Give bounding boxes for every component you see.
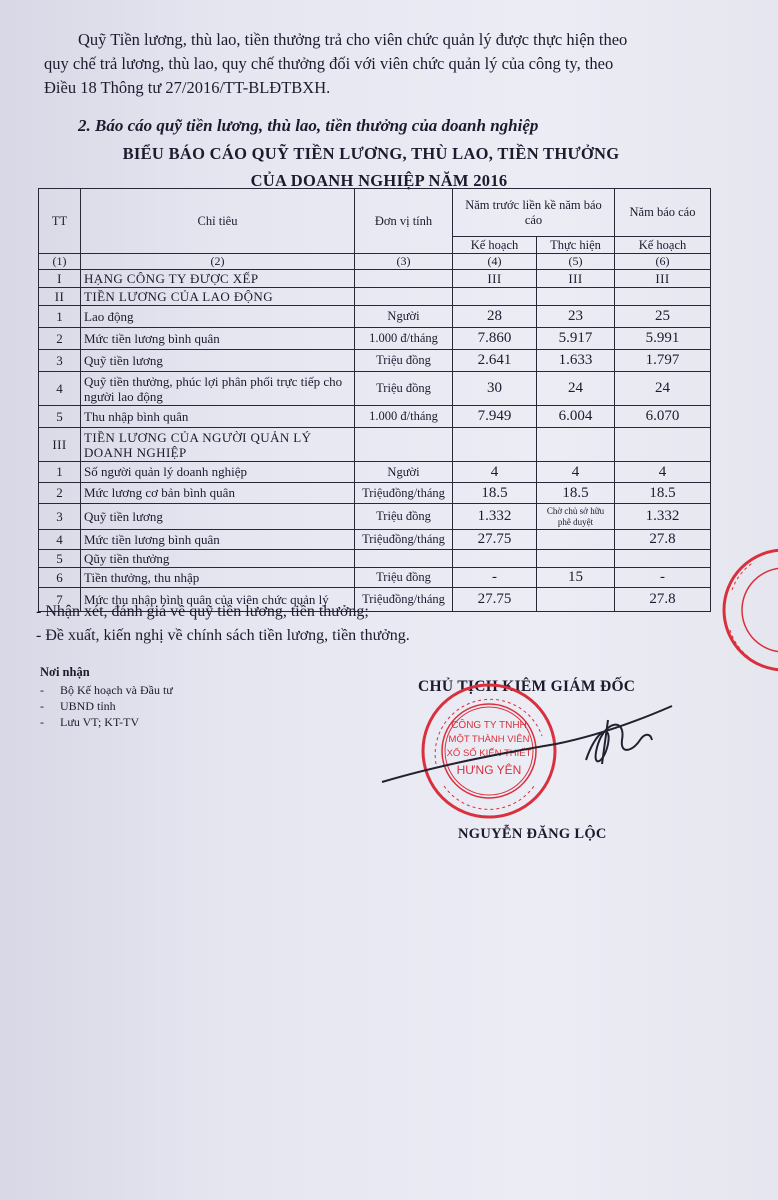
recipient-item: - Lưu VT; KT-TV [40,714,173,730]
table-row [39,270,711,288]
row-unit: Người [355,462,453,483]
row-tt: 1 [39,306,81,328]
row-label: Mức lương cơ bản bình quân [81,483,355,504]
report-table [38,188,711,612]
row-unit [355,550,453,568]
table-row [39,406,711,428]
table-row [39,504,711,530]
row-label: TIỀN LƯƠNG CỦA LAO ĐỘNG [81,288,355,306]
row-v5 [537,550,615,568]
row-v6: 25 [615,306,711,328]
row-v5 [537,588,615,612]
row-unit: 1.000 đ/tháng [355,406,453,428]
intro-line-3: Điều 18 Thông tư 27/2016/TT-BLĐTBXH. [44,78,331,97]
row-label: Mức tiền lương bình quân [81,328,355,350]
row-v5: 23 [537,306,615,328]
row-v5: III [537,270,615,288]
recipients-list [40,682,173,730]
row-v5: 18.5 [537,483,615,504]
row-tt: 3 [39,504,81,530]
table-row [39,372,711,406]
row-v6: 6.070 [615,406,711,428]
row-v6: 18.5 [615,483,711,504]
header-thuc-hien: Thực hiện [537,237,615,254]
intro-line-2: quy chế trả lương, thù lao, quy chế thưởng đối với viên chức quản lý của công ty, theo [44,54,614,73]
header-tt: TT [39,189,81,254]
index-cell: (4) [453,254,537,270]
row-v6: 1.797 [615,350,711,372]
note-line-2: - Đề xuất, kiến nghị về chính sách tiền lương, tiền thưởng. [36,627,410,644]
row-v4: 1.332 [453,504,537,530]
row-unit: Triệu đồng [355,372,453,406]
row-unit: Triệu đồng [355,350,453,372]
row-tt: 2 [39,328,81,350]
seal-line-2: MỘT THÀNH VIÊN [448,734,530,745]
margin-seal-icon [714,540,778,680]
table-row [39,428,711,462]
row-label: Số người quản lý doanh nghiệp [81,462,355,483]
row-v4: 27.75 [453,588,537,612]
header-ke-hoach-report: Kế hoạch [615,237,711,254]
row-v6: 27.8 [615,588,711,612]
signature-icon [376,700,676,790]
index-cell: (2) [81,254,355,270]
note-line-1: - Nhận xét, đánh giá về quỹ tiền lương, tiền thưởng; [36,603,369,620]
row-v5-pending-note: Chờ chủ sở hữu phê duyệt [537,504,615,530]
recipients-block [40,664,173,730]
row-v6: 1.332 [615,504,711,530]
row-v5: 1.633 [537,350,615,372]
header-don-vi: Đơn vị tính [355,189,453,254]
row-v6 [615,550,711,568]
table-row [39,550,711,568]
row-label: Lao động [81,306,355,328]
row-v4: - [453,568,537,588]
row-label: TIỀN LƯƠNG CỦA NGƯỜI QUẢN LÝ DOANH NGHIỆP [81,428,355,462]
seal-line-1: CÔNG TY TNHH [451,720,527,731]
table-row [39,328,711,350]
index-cell: (3) [355,254,453,270]
row-tt: 5 [39,550,81,568]
recipient-item: - Bộ Kế hoạch và Đầu tư [40,682,173,698]
row-tt: III [39,428,81,462]
row-v4: 27.75 [453,530,537,550]
header-report-year: Năm báo cáo [615,189,711,237]
row-v4: 7.949 [453,406,537,428]
report-title-line-2: CỦA DOANH NGHIỆP NĂM 2016 [250,171,508,190]
row-tt: 7 [39,588,81,612]
table-row [39,350,711,372]
row-v4: 2.641 [453,350,537,372]
row-v5: 24 [537,372,615,406]
intro-line-1: Quỹ Tiền lương, thù lao, tiền thưởng trả cho viên chức quản lý được thực hiện theo [78,30,628,49]
table-row [39,462,711,483]
table-row [39,530,711,550]
row-tt: II [39,288,81,306]
header-prev-year: Năm trước liền kề năm báo cáo [453,189,615,237]
table-row [39,288,711,306]
header-ke-hoach: Kế hoạch [453,237,537,254]
intro-paragraph [44,28,724,100]
index-cell: (5) [537,254,615,270]
recipient-item: - UBND tỉnh [40,698,173,714]
table-row [39,306,711,328]
recipients-heading: Nơi nhận [40,665,90,679]
row-tt: 1 [39,462,81,483]
row-v6: 5.991 [615,328,711,350]
row-v6: - [615,568,711,588]
index-cell: (1) [39,254,81,270]
row-v4: 7.860 [453,328,537,350]
row-v5: 4 [537,462,615,483]
row-v6: III [615,270,711,288]
row-unit: Triệu đồng [355,568,453,588]
row-unit: Triệuđồng/tháng [355,588,453,612]
row-tt: 4 [39,372,81,406]
row-tt: 3 [39,350,81,372]
row-v5: 15 [537,568,615,588]
row-unit: Triệuđồng/tháng [355,483,453,504]
row-label: Mức thu nhập bình quân của viên chức quản lý [81,588,355,612]
seal-line-4: HƯNG YÊN [456,763,522,777]
table-row [39,483,711,504]
seal-line-3: XỔ SỐ KIẾN THIẾT [446,748,532,759]
notes-section [36,600,410,648]
signer-name: NGUYỄN ĐĂNG LỘC [458,826,607,842]
row-label: Thu nhập bình quân [81,406,355,428]
row-v5: 5.917 [537,328,615,350]
row-v4: 28 [453,306,537,328]
row-v5: 6.004 [537,406,615,428]
row-v4: 18.5 [453,483,537,504]
row-unit: Người [355,306,453,328]
row-unit: Triệuđồng/tháng [355,530,453,550]
row-v4: III [453,270,537,288]
row-unit: 1.000 đ/tháng [355,328,453,350]
row-tt: I [39,270,81,288]
row-label: Quỹ tiền lương [81,504,355,530]
report-title-line-1: BIỂU BÁO CÁO QUỸ TIỀN LƯƠNG, THÙ LAO, TIỀN THƯỞNG [122,144,620,163]
table-row [39,568,711,588]
row-label: Qũy tiền thưởng [81,550,355,568]
row-v6: 27.8 [615,530,711,550]
row-v6: 4 [615,462,711,483]
row-v5 [537,530,615,550]
row-v4 [453,550,537,568]
row-tt: 6 [39,568,81,588]
row-label: Quỹ tiền lương [81,350,355,372]
row-v4: 4 [453,462,537,483]
row-label: HẠNG CÔNG TY ĐƯỢC XẾP [81,270,355,288]
signer-title: CHỦ TỊCH KIÊM GIÁM ĐỐC [418,678,636,695]
row-unit: Triệu đồng [355,504,453,530]
index-cell: (6) [615,254,711,270]
row-tt: 2 [39,483,81,504]
section-heading: 2. Báo cáo quỹ tiền lương, thù lao, tiền thưởng của doanh nghiệp [78,116,539,135]
row-label: Quỹ tiền thưởng, phúc lợi phân phối trực tiếp cho người lao động [81,372,355,406]
row-tt: 5 [39,406,81,428]
row-v4: 30 [453,372,537,406]
row-label: Mức tiền lương bình quân [81,530,355,550]
header-chi-tieu: Chỉ tiêu [81,189,355,254]
row-tt: 4 [39,530,81,550]
row-label: Tiền thưởng, thu nhập [81,568,355,588]
row-v6: 24 [615,372,711,406]
